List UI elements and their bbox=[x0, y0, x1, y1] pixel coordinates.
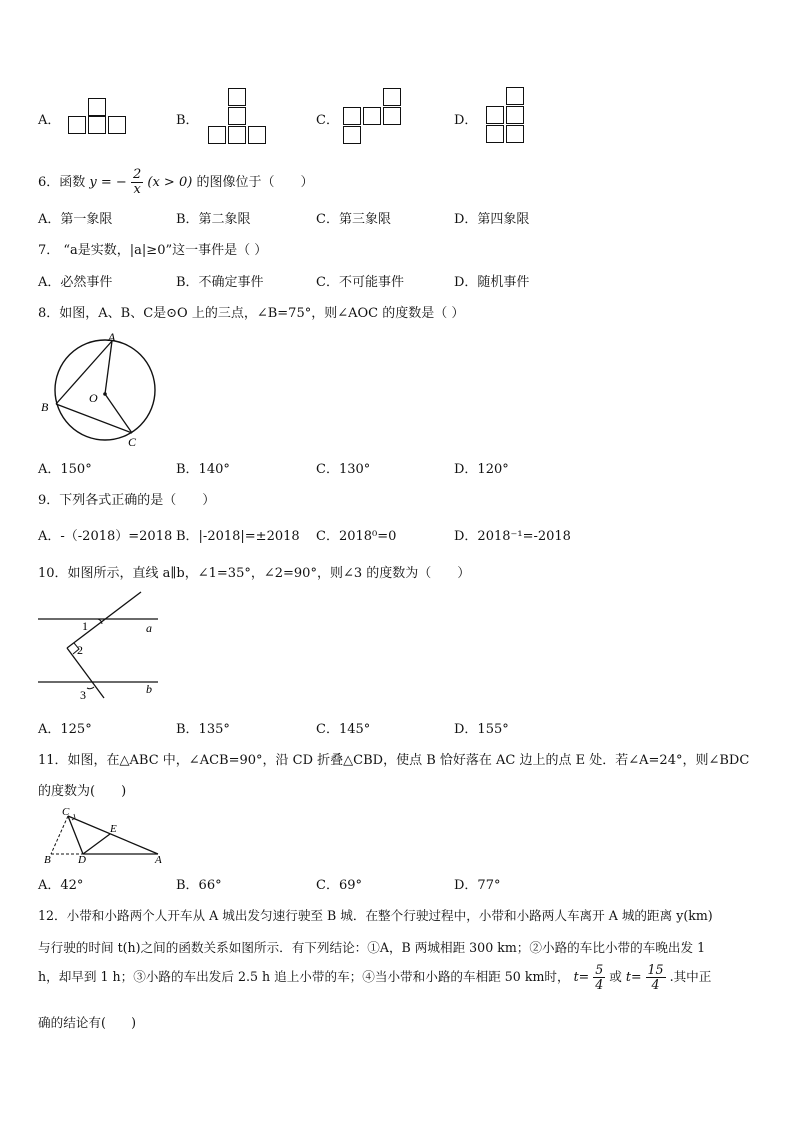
q5-figure-c bbox=[343, 88, 407, 148]
q7-option-c: C．不可能事件 bbox=[316, 275, 404, 290]
q12-t2: t= bbox=[625, 969, 642, 984]
q8-label-a: A bbox=[108, 330, 116, 344]
q12-line3-a: h，却早到 1 h；③小路的车出发后 2.5 h 追上小带的车；④当小带和小路的车相距 50 km时， bbox=[38, 969, 570, 984]
q6-fraction bbox=[131, 168, 143, 197]
q8-label-b: B bbox=[41, 400, 49, 414]
q12-fraction-2 bbox=[646, 963, 666, 992]
q6-option-c: C．第三象限 bbox=[316, 212, 391, 227]
q6-option-a: A．第一象限 bbox=[38, 212, 113, 227]
q8-stem: 8．如图，A、B、C是⊙O 上的三点，∠B=75°，则∠AOC 的度数是（ ） bbox=[38, 306, 465, 321]
q11-triangle-figure bbox=[38, 806, 168, 864]
q12-line4: 确的结论有( ) bbox=[38, 1015, 136, 1030]
q11-stem-line1: 11．如图，在△ABC 中，∠ACB=90°，沿 CD 折叠△CBD，使点 B 恰好落在 AC 边上的点 E 处．若∠A=24°，则∠BDC bbox=[38, 753, 750, 768]
q9-option-c: C．2018⁰=0 bbox=[316, 529, 397, 544]
q6-frac-den: x bbox=[133, 182, 141, 197]
q10-label-b: b bbox=[146, 682, 152, 696]
q12-line3 bbox=[38, 963, 711, 992]
q8-option-b: B．140° bbox=[176, 462, 230, 477]
q8-option-d: D．120° bbox=[454, 462, 509, 477]
q11-label-c: C bbox=[62, 806, 70, 818]
q10-label-3: 3 bbox=[80, 688, 86, 702]
q10-option-b: B．135° bbox=[176, 722, 230, 737]
q9-stem: 9．下列各式正确的是（ ） bbox=[38, 493, 216, 508]
q10-option-d: D．155° bbox=[454, 722, 509, 737]
q6-formula-cond: (x > 0) bbox=[147, 175, 193, 190]
q10-parallel-lines-figure bbox=[36, 588, 166, 703]
q11-label-e: E bbox=[110, 823, 117, 835]
q5-option-b-label: B． bbox=[176, 113, 199, 128]
q8-option-a: A．150° bbox=[38, 462, 92, 477]
q6-stem bbox=[38, 168, 313, 197]
q11-option-d: D．77° bbox=[454, 878, 501, 893]
q9-option-b: B．|-2018|=±2018 bbox=[176, 529, 300, 544]
q5-figure-d bbox=[486, 87, 530, 147]
q6-option-d: D．第四象限 bbox=[454, 212, 530, 227]
q11-label-d: D bbox=[78, 854, 86, 864]
q12-f2-num: 15 bbox=[647, 962, 664, 977]
q6-frac-num: 2 bbox=[132, 167, 142, 182]
q7-option-d: D．随机事件 bbox=[454, 275, 530, 290]
q6-prefix: 6．函数 bbox=[38, 175, 86, 190]
q10-option-a: A．125° bbox=[38, 722, 92, 737]
q11-stem-line2: 的度数为( ) bbox=[38, 784, 127, 799]
q5-option-d-label: D． bbox=[454, 113, 478, 128]
q10-label-2: 2 bbox=[77, 643, 83, 657]
q5-figure-a bbox=[68, 98, 130, 138]
q12-f1-num: 5 bbox=[595, 962, 604, 977]
q11-option-c: C．69° bbox=[316, 878, 362, 893]
q7-option-b: B．不确定事件 bbox=[176, 275, 264, 290]
q12-t1: t= bbox=[573, 969, 590, 984]
q11-option-a: A．42° bbox=[38, 878, 84, 893]
q12-f1-den: 4 bbox=[595, 977, 604, 992]
q10-option-c: C．145° bbox=[316, 722, 371, 737]
q12-fraction-1 bbox=[593, 963, 605, 992]
q12-or: 或 bbox=[609, 969, 622, 984]
q12-line2: 与行驶的时间 t(h)之间的函数关系如图所示．有下列结论：①A，B 两城相距 300 km；②小路的车比小带的车晚出发 1 bbox=[38, 940, 706, 955]
q7-stem: 7． “a是实数，|a|≥0”这一事件是（ ） bbox=[38, 243, 268, 258]
q10-label-a: a bbox=[146, 621, 152, 635]
q8-circle-figure bbox=[36, 330, 166, 450]
q9-option-d: D．2018⁻¹=-2018 bbox=[454, 529, 571, 544]
q5-option-c-label: C． bbox=[316, 113, 339, 128]
q11-label-a: A bbox=[155, 854, 162, 864]
q5-figure-b bbox=[208, 88, 272, 148]
q8-label-c: C bbox=[128, 435, 137, 449]
q11-option-b: B．66° bbox=[176, 878, 222, 893]
q6-suffix: 的图像位于（ ） bbox=[196, 175, 314, 190]
q5-option-a-label: A． bbox=[38, 113, 61, 128]
q8-option-c: C．130° bbox=[316, 462, 371, 477]
q10-label-1: 1 bbox=[82, 619, 88, 633]
q12-f2-den: 4 bbox=[651, 977, 660, 992]
q9-option-a: A．-（-2018）=2018 bbox=[38, 529, 173, 544]
q12-line1: 12．小带和小路两个人开车从 A 城出发匀速行驶至 B 城．在整个行驶过程中，小带和小路两人车离开 A 城的距离 y(km) bbox=[38, 908, 713, 923]
q12-line3-b: .其中正 bbox=[669, 969, 712, 984]
q6-formula-lhs: y = − bbox=[89, 175, 127, 190]
q7-option-a: A．必然事件 bbox=[38, 275, 113, 290]
q11-label-b: B bbox=[44, 854, 51, 864]
q8-label-o: O bbox=[89, 391, 98, 405]
q6-option-b: B．第二象限 bbox=[176, 212, 251, 227]
q10-stem: 10．如图所示，直线 a∥b，∠1=35°，∠2=90°，则∠3 的度数为（ ） bbox=[38, 566, 471, 581]
